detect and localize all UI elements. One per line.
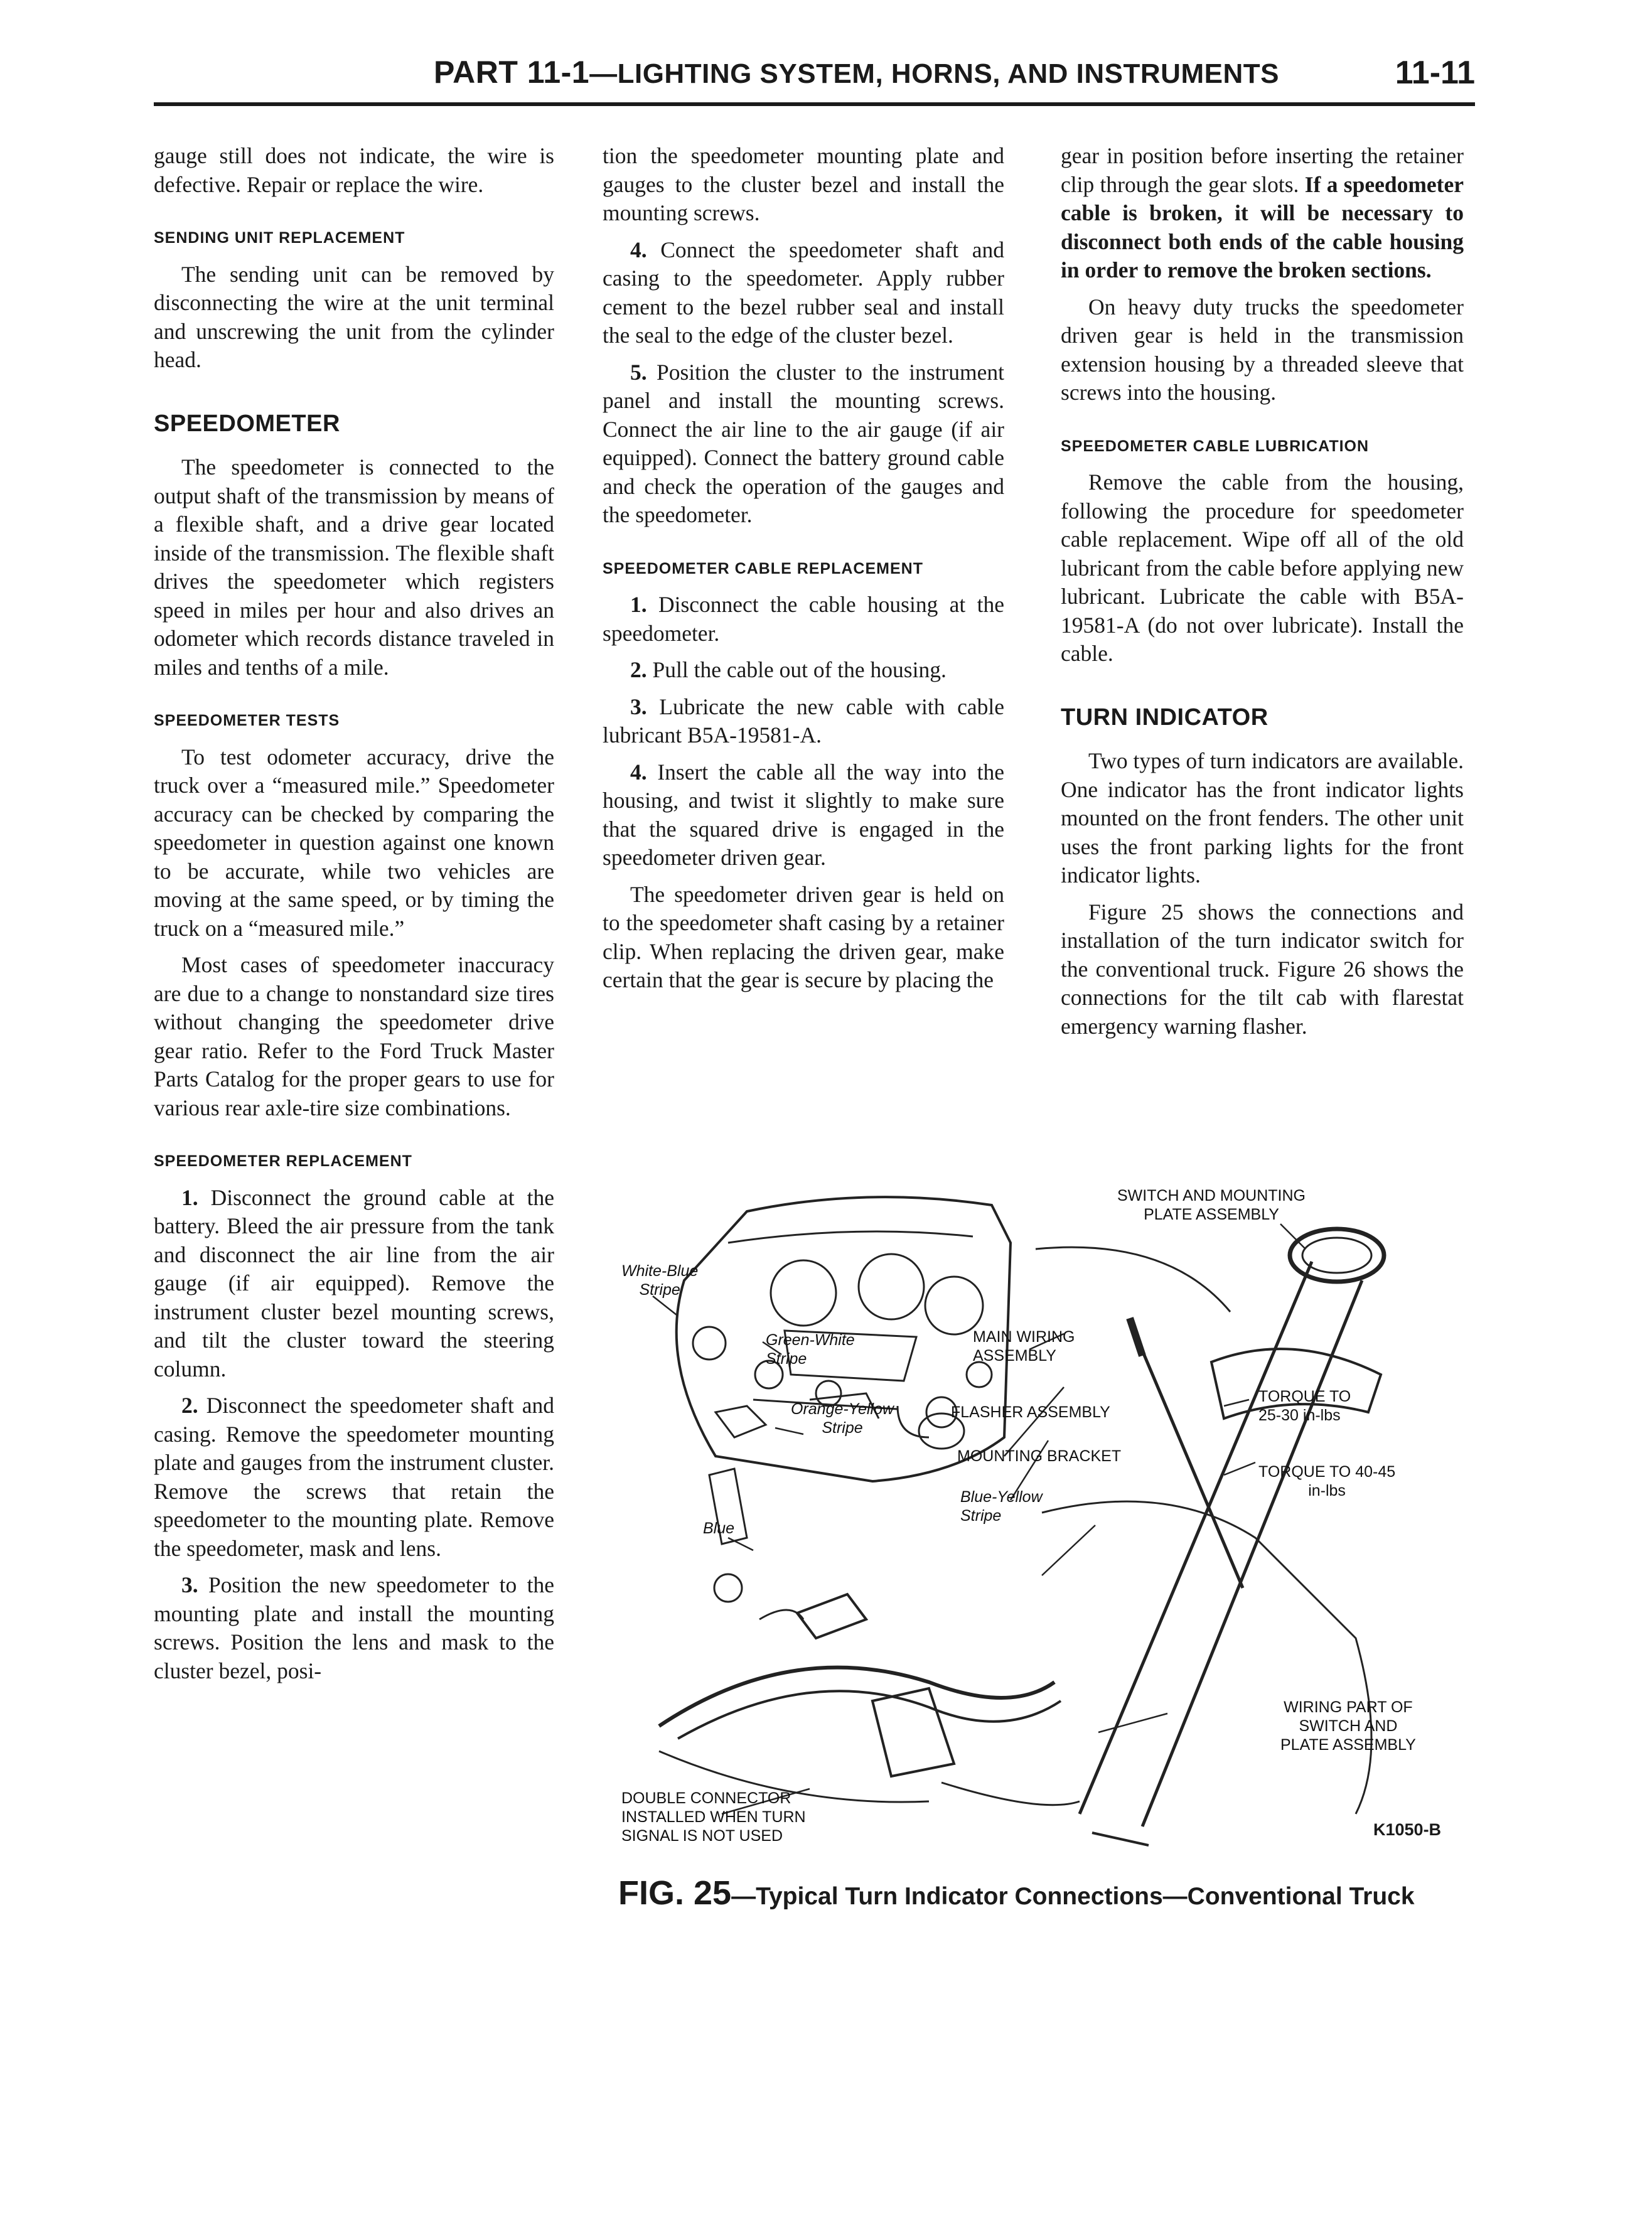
column-2: [603, 142, 1004, 1003]
label-double-connector: [621, 1789, 806, 1845]
paragraph: On heavy duty trucks the speedometer driven gear is held in the transmission extension housing by a threaded sleeve that screws into the housing.: [1061, 294, 1464, 405]
header-rule: [154, 102, 1475, 106]
step-number: 2.: [181, 1393, 198, 1418]
label-text: WIRING PART OF SWITCH AND PLATE ASSEMBLY: [1280, 1698, 1416, 1754]
step-number: 4.: [630, 237, 647, 262]
step-text: Disconnect the speedometer shaft and casing. Remove the speedometer mounting plate and gauges from the instrument cluster. Remove the screws that retain the speedometer to the mounting plate. Remove the speedometer, mask and lens.: [154, 1393, 554, 1561]
page-number: 11-11: [1395, 55, 1475, 91]
subheading-speedometer-replacement: SPEEDOMETER REPLACEMENT: [154, 1152, 412, 1170]
section-title: —LIGHTING SYSTEM, HORNS, AND INSTRUMENTS: [589, 58, 1279, 89]
label-orange-yellow-stripe: [791, 1400, 894, 1437]
step-number: 3.: [630, 694, 647, 719]
subheading-sending-unit: SENDING UNIT REPLACEMENT: [154, 229, 405, 247]
cable-step-3: [603, 693, 1004, 750]
label-main-wiring-assembly: [973, 1327, 1075, 1365]
label-text: Green-White Stripe: [766, 1331, 855, 1368]
step-text: Insert the cable all the way into the housing, and twist it slightly to make sure that the squared drive is engaged in the speedometer driven gear.: [603, 759, 1004, 870]
label-text: Orange-Yellow Stripe: [791, 1400, 894, 1437]
step-text: Disconnect the cable housing at the speedometer.: [603, 592, 1005, 646]
cable-step-4: [603, 758, 1004, 872]
label-text: MAIN WIRING ASSEMBLY: [973, 1328, 1075, 1365]
cable-step-1: [603, 591, 1004, 648]
paragraph: [1061, 142, 1464, 285]
column-3: [1061, 142, 1464, 1049]
step-text: Pull the cable out of the housing.: [652, 657, 947, 682]
part-label: PART 11-1: [434, 55, 590, 90]
header-title: [434, 54, 1279, 90]
paragraph: tion the speedometer mounting plate and gauges to the cluster bezel and install the mounting screws.: [603, 143, 1004, 225]
label-text: TORQUE TO 40-45 in-lbs: [1258, 1463, 1396, 1499]
step-number: 3.: [181, 1572, 198, 1597]
subheading-cable-lubrication: SPEEDOMETER CABLE LUBRICATION: [1061, 437, 1370, 455]
text: gear in position before inserting the retainer clip through the gear slots.: [1061, 143, 1464, 197]
heading-turn-indicator: TURN INDICATOR: [1061, 704, 1268, 731]
figure-caption: [618, 1874, 1415, 1912]
label-green-white-stripe: [766, 1331, 855, 1368]
heading-speedometer: SPEEDOMETER: [154, 410, 340, 437]
label-switch-mounting-plate: [1117, 1186, 1306, 1224]
label-torque-40-45: [1258, 1462, 1395, 1500]
step-text: Position the new speedometer to the mounting plate and install the mounting screws. Position the lens and mask to the cluster bezel, posi-: [154, 1572, 554, 1683]
subheading-cable-replacement: SPEEDOMETER CABLE REPLACEMENT: [603, 559, 923, 577]
label-flasher-assembly: FLASHER ASSEMBLY: [951, 1403, 1110, 1421]
step-number: 1.: [630, 592, 647, 617]
caption-text: —Typical Turn Indicator Connections—Conventional Truck: [731, 1883, 1415, 1910]
step-1: [154, 1184, 554, 1384]
step-text: Disconnect the ground cable at the battery. Bleed the air pressure from the tank and disconnect the air line from the air gauge (if air equipped). Remove the instrument cluster bezel mounting screws, and tilt the cluster toward the steering column.: [154, 1184, 555, 1381]
label-white-blue-stripe: [621, 1262, 698, 1299]
paragraph: Figure 25 shows the connections and installation of the turn indicator switch for the conventional truck. Figure 26 shows the connections for the tilt cab with flarestat emergency warning flasher.: [1061, 899, 1464, 1039]
label-text: DOUBLE CONNECTOR INSTALLED WHEN TURN SIGNAL IS NOT USED: [621, 1789, 806, 1845]
paragraph: Two types of turn indicators are available. One indicator has the front indicator lights mounted on the front fenders. The other unit uses the front parking lights for the front indicator lights.: [1061, 748, 1464, 888]
step-5: [603, 358, 1004, 530]
step-3: [154, 1571, 554, 1685]
label-text: Blue-Yellow Stripe: [960, 1488, 1043, 1525]
label-mounting-bracket: MOUNTING BRACKET: [957, 1447, 1122, 1465]
figure-id: K1050-B: [1373, 1820, 1442, 1839]
step-number: 1.: [181, 1184, 198, 1210]
label-blue: Blue: [703, 1520, 735, 1537]
page-header: [154, 54, 1475, 109]
paragraph: The sending unit can be removed by disconnecting the wire at the unit terminal and unscrewing the unit from the cylinder head.: [154, 261, 554, 372]
step-number: 2.: [630, 657, 647, 682]
step-number: 4.: [630, 759, 647, 785]
label-text: SWITCH AND MOUNTING PLATE ASSEMBLY: [1117, 1187, 1306, 1223]
cable-step-2: [603, 656, 1004, 685]
step-text: Lubricate the new cable with cable lubricant B5A-19581-A.: [603, 694, 1004, 748]
step-text: Connect the speedometer shaft and casing to the speedometer. Apply rubber cement to the bezel rubber seal and install the seal to the edge of the cluster bezel.: [603, 237, 1004, 348]
label-wiring-part-of-switch: [1280, 1698, 1416, 1754]
figure-25: [603, 1186, 1475, 1864]
paragraph: To test odometer accuracy, drive the truck over a “measured mile.” Speedometer accuracy can be checked by comparing the speedometer in question against one known to be accurate, while two vehicles are moving at the same speed, or by timing the truck on a “measured mile.”: [154, 744, 554, 941]
paragraph: The speedometer driven gear is held on to the speedometer shaft casing by a retainer clip. When replacing the driven gear, make certain that the gear is secure by placing the: [603, 881, 1004, 992]
label-text: TORQUE TO 25-30 in-lbs: [1258, 1388, 1351, 1424]
paragraph: The speedometer is connected to the output shaft of the transmission by means of a flexible shaft, and a drive gear located inside of the transmission. The flexible shaft drives the speedometer which registers speed in miles per hour and also drives an odometer which records distance traveled in miles and tenths of a mile.: [154, 454, 554, 680]
caption-figure-number: FIG. 25: [618, 1874, 732, 1912]
paragraph: gauge still does not indicate, the wire is defective. Repair or replace the wire.: [154, 143, 554, 197]
step-number: 5.: [630, 359, 647, 385]
label-torque-25-30: [1258, 1387, 1351, 1425]
bold-warning: If a speedometer cable is broken, it will be necessary to disconnect both ends of the cable housing in order to remove the broken sections.: [1061, 171, 1464, 282]
paragraph: Remove the cable from the housing, following the procedure for speedometer cable replacement. Wipe off all of the old lubricant from the cable before applying new lubricant. Lubricate the cable with B5A-19581-A (do not over lubricate). Install the cable.: [1061, 469, 1464, 666]
label-text: White-Blue Stripe: [621, 1262, 699, 1299]
paragraph: Most cases of speedometer inaccuracy are due to a change to nonstandard size tires without changing the speedometer drive gear ratio. Refer to the Ford Truck Master Parts Catalog for the proper gears to use for various rear axle-tire size combinations.: [154, 952, 554, 1120]
step-text: Position the cluster to the instrument panel and install the mounting screws. Connect the air line to the air gauge (if air equipped). Connect the battery ground cable and check the operation of the gauges and the speedometer.: [603, 359, 1004, 527]
step-4: [603, 236, 1004, 350]
label-blue-yellow-stripe: [960, 1488, 1043, 1525]
subheading-speedometer-tests: SPEEDOMETER TESTS: [154, 712, 340, 729]
column-1: [154, 142, 554, 1693]
step-2: [154, 1392, 554, 1563]
